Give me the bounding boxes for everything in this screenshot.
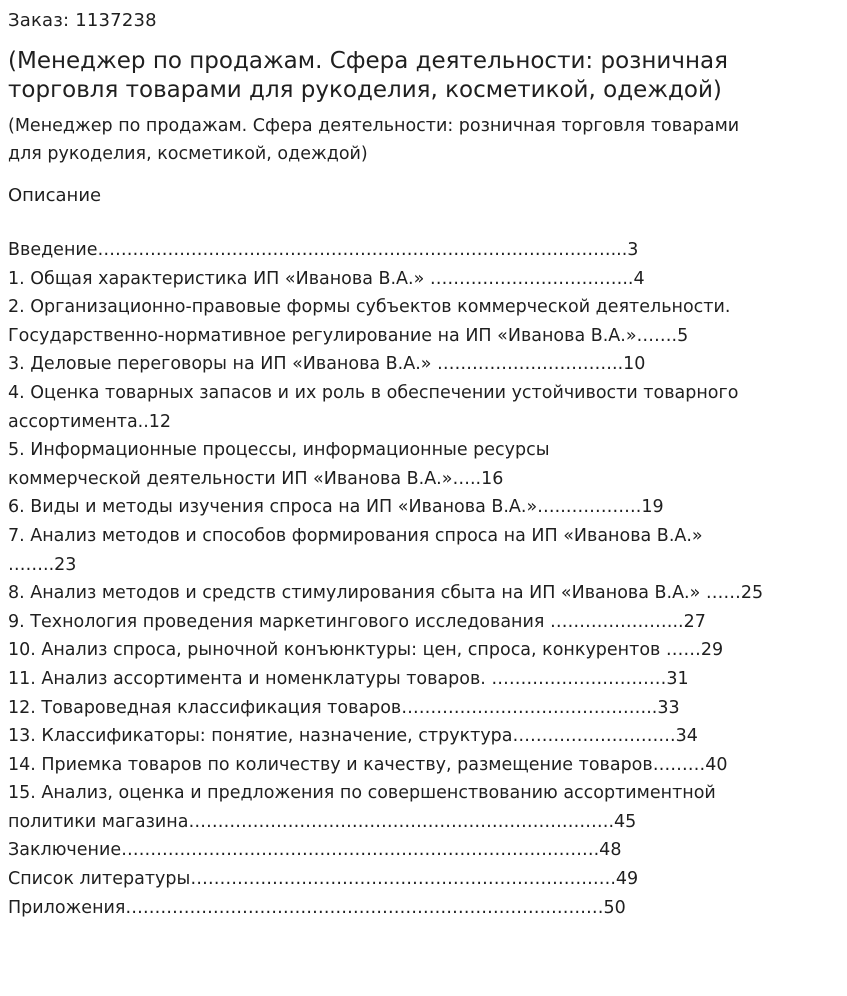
- page-subtitle: [8, 112, 843, 168]
- toc-line: 8. Анализ методов и средств стимулирования сбыта на ИП «Иванова В.А.» ……25: [8, 583, 764, 604]
- toc-line: 3. Деловые переговоры на ИП «Иванова В.А.» …………………………..10: [8, 354, 646, 375]
- toc-line: Государственно-нормативное регулирование на ИП «Иванова В.А.»…….5: [8, 325, 689, 346]
- toc-line: 5. Информационные процессы, информационные ресурсы: [8, 440, 550, 461]
- toc-line: 6. Виды и методы изучения спроса на ИП «Иванова В.А.»…..………….19: [8, 497, 664, 518]
- page-title-line: (Менеджер по продажам. Сфера деятельности: розничная: [8, 48, 728, 74]
- toc-line: 10. Анализ спроса, рыночной конъюнктуры: цен, спроса, конкурентов ……29: [8, 640, 724, 661]
- document-page: [8, 0, 843, 922]
- toc-line: 11. Анализ ассортимента и номенклатуры товаров. …………………………31: [8, 668, 689, 689]
- toc-line: Заключение……………………………………………………………………….48: [8, 840, 622, 861]
- toc-line: 15. Анализ, оценка и предложения по совершенствованию ассортиментной: [8, 783, 716, 804]
- page-title-line: торговля товарами для рукоделия, косметикой, одеждой): [8, 77, 722, 103]
- order-number: Заказ: 1137238: [8, 10, 157, 31]
- toc-line: Приложения……………………………………………………………….………50: [8, 897, 626, 918]
- toc-line: 2. Организационно-правовые формы субъектов коммерческой деятельности.: [8, 297, 731, 318]
- toc-line: Список литературы……………………………………………………………….49: [8, 869, 639, 890]
- toc-line: 13. Классификаторы: понятие, назначение, структура……………………….34: [8, 726, 698, 747]
- toc-line: 12. Товароведная классификация товаров……………………………………..33: [8, 697, 680, 718]
- description-heading: Описание: [8, 185, 102, 206]
- toc-line: ……..23: [8, 554, 77, 575]
- toc-line: ассортимента..12: [8, 411, 172, 432]
- page-title: [8, 47, 843, 105]
- toc-line: 7. Анализ методов и способов формирования спроса на ИП «Иванова В.А.»: [8, 525, 703, 546]
- toc-line: 1. Общая характеристика ИП «Иванова В.А.» ……………………………..4: [8, 268, 645, 289]
- toc-line: политики магазина……………………………………………………………….45: [8, 811, 637, 832]
- table-of-contents: [8, 236, 843, 922]
- toc-line: коммерческой деятельности ИП «Иванова В.А.»…..16: [8, 468, 504, 489]
- page-subtitle-line: для рукоделия, косметикой, одеждой): [8, 144, 368, 164]
- page-subtitle-line: (Менеджер по продажам. Сфера деятельности: розничная торговля товарами: [8, 116, 740, 136]
- toc-line: 14. Приемка товаров по количеству и качеству, размещение товаров………40: [8, 754, 728, 775]
- toc-line: 4. Оценка товарных запасов и их роль в обеспечении устойчивости товарного: [8, 382, 739, 403]
- toc-line: Введение……………………………………………………………….……………...3: [8, 240, 639, 260]
- toc-line: 9. Технология проведения маркетингового исследования …………………..27: [8, 611, 706, 632]
